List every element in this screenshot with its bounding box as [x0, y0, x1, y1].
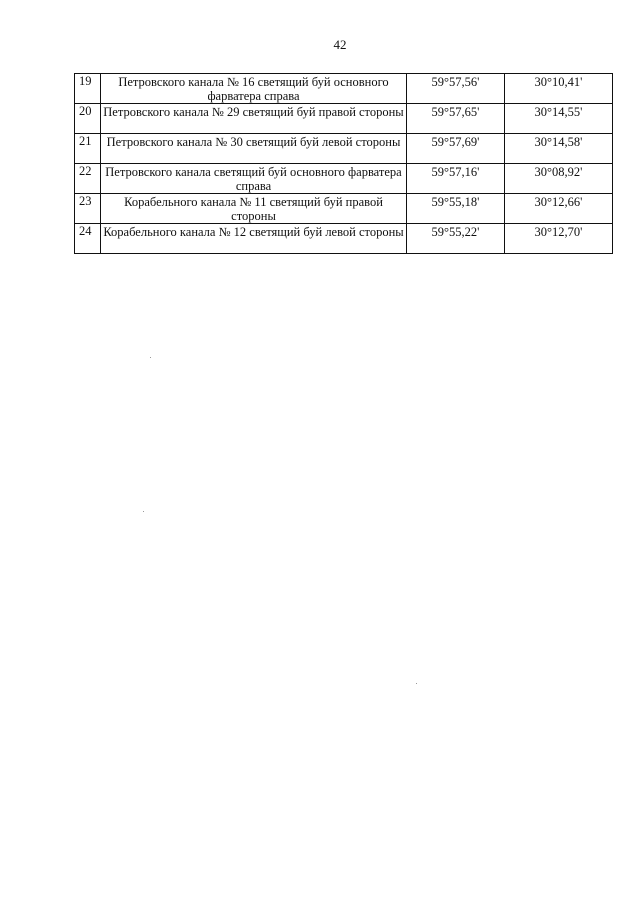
row-number: 23	[75, 194, 101, 224]
latitude: 59°57,56'	[407, 74, 505, 104]
longitude: 30°10,41'	[505, 74, 613, 104]
longitude: 30°12,66'	[505, 194, 613, 224]
scan-speck	[416, 683, 417, 684]
row-number: 22	[75, 164, 101, 194]
row-number: 19	[75, 74, 101, 104]
row-number: 20	[75, 104, 101, 134]
latitude: 59°55,18'	[407, 194, 505, 224]
buoy-name: Петровского канала № 29 светящий буй правой стороны	[101, 104, 407, 134]
row-number: 24	[75, 224, 101, 254]
latitude: 59°57,16'	[407, 164, 505, 194]
page-number: 42	[333, 37, 347, 52]
buoy-name: Корабельного канала № 12 светящий буй левой стороны	[101, 224, 407, 254]
table-row	[75, 194, 613, 224]
scan-speck	[143, 511, 144, 512]
table-row	[75, 224, 613, 254]
latitude: 59°57,69'	[407, 134, 505, 164]
longitude: 30°14,58'	[505, 134, 613, 164]
row-number: 21	[75, 134, 101, 164]
table-row	[75, 134, 613, 164]
table-row	[75, 164, 613, 194]
buoy-coordinates-table	[74, 73, 613, 254]
table-row	[75, 74, 613, 104]
latitude: 59°55,22'	[407, 224, 505, 254]
buoy-name: Петровского канала светящий буй основного фарватера справа	[101, 164, 407, 194]
buoy-name: Петровского канала № 16 светящий буй основного фарватера справа	[101, 74, 407, 104]
scan-speck	[150, 357, 151, 358]
longitude: 30°12,70'	[505, 224, 613, 254]
table-row	[75, 104, 613, 134]
latitude: 59°57,65'	[407, 104, 505, 134]
buoy-name: Петровского канала № 30 светящий буй левой стороны	[101, 134, 407, 164]
longitude: 30°08,92'	[505, 164, 613, 194]
buoy-name: Корабельного канала № 11 светящий буй правой стороны	[101, 194, 407, 224]
longitude: 30°14,55'	[505, 104, 613, 134]
